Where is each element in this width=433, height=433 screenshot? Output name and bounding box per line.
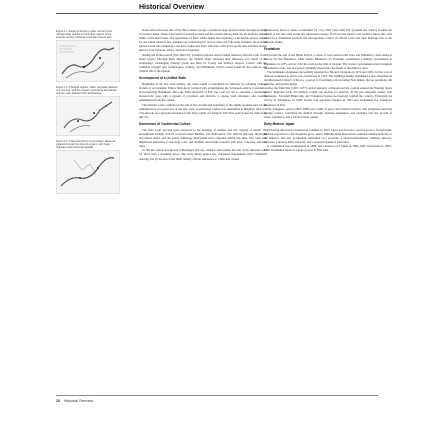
page-number: 10	[56, 399, 60, 403]
header-rule	[56, 13, 378, 14]
figure-caption-3: Figure 1.3. Provinces (kuni) of premodern Japan as organized under the ritsuryō system, with major highways and provincial capitals.	[56, 140, 116, 150]
paragraph: The Nara court devoted great resources to the building of temples and the copying of sutras. The monumental Tōdaiji, with its colossal bronze Buddha, was dedicated in 752. Official histories, the Kojiki and Nihon shoki, and the poetry anthology Man'yōshū were compiled during this time. The court also dispatched embassies to the Tang court, and students and monks returned with texts, artworks, and new ideas.	[139, 127, 267, 149]
paragraph: Beginning in the late sixth century, the court sought to strengthen its authority by adopting Chinese models of government. Prince Shōtoku is credited with promulgating the Seventeen-Article Constitution and promoting Buddhism. After the Taika Reforms of 645, the court set out to establish a centralized bureaucratic state with a system of provinces and districts, a census, land allotment, and taxation administered from the capital.	[139, 82, 267, 103]
paragraph: (present-day Kyoto), where it remained for over 1000 years until Edo (present-day Tokyo) became the capital of the new state in the late nineteenth century. From the late ninth to the twelfth century the court aristocracy dominated political life through their control of official posts and their marriage ties to the imperial family.	[264, 28, 392, 45]
paragraph: Following the arrival of American warships in 1853, Japan was forced to open its ports to foreign trade. Internal opposition to the shogunate grew, and in 1868 the Meiji Restoration returned nominal authority to the emperor. The new government embarked on a program of rapid modernization, building railways, factories, a modern army and navy, and a national system of education.	[264, 127, 392, 145]
page-title: Historical Overview	[139, 4, 204, 11]
text-column-1	[139, 28, 267, 161]
map-figure-2	[56, 96, 120, 136]
paragraph: The Kamakura shogunate successfully repelled two Mongol invasions in 1274 and 1281, but the cost of defense weakened it, and it was overthrown in 1333. The Ashikaga family established a new shogunate in the Muromachi district of Kyoto, a period of flourishing arts including Noh drama, the tea ceremony, ink painting, and garden design.	[264, 69, 392, 87]
figure-3	[56, 150, 120, 194]
running-title: Historical Overview	[64, 399, 94, 403]
section-heading: Early Modern Japan	[264, 121, 295, 126]
paragraph: Towards the end of the Heian Period, a series of wars between the Taira and Minamoto clans ended in victory for the Minamoto. Their leader, Minamoto no Yoritomo, established a military government in Kamakura in 1185, and in 1192 he received the title of shogun. The warrior government ruled alongside the imperial court, and real power gradually passed into the hands of the military class.	[264, 53, 392, 70]
figure-caption-1: Figure 1.1. Extent of territory under control of the Yamato state and the surrounding regions in the seventh century, showing provincial centers and	[56, 30, 112, 40]
section-heading: Development of a Unified State	[139, 76, 186, 81]
text-column-2	[264, 28, 392, 152]
section-heading: Feudalism	[264, 47, 280, 52]
paragraph: The ritsuryō codes compiled at the end of the seventh and beginning of the eighth centuries laid out the administrative and penal law of the new state. A permanent capital was established at Heijōkyō (Nara) in 710, laid out on a grid plan modeled on the Tang capital of Chang'an. The Nara period takes its name from this city.	[139, 102, 267, 119]
paragraph: After the Ōnin War (1467–1477) central authority collapsed and the country entered the Warring States period. Regional lords, the daimyō, fought one another for territory. In the late sixteenth century Oda Nobunaga, Toyotomi Hideyoshi, and Tokugawa Ieyasu successively unified the country. Following his victory at Sekigahara in 1600, Ieyasu was appointed shogun in 1603 and established the Tokugawa shogunate in Edo.	[264, 86, 392, 107]
paragraph: The Tokugawa period (1603–1868) was a time of peace and relative isolation. The shogunate restricted foreign contact, controlled the daimyō through alternate attendance, and presided over the growth of cities, commerce, and a vibrant urban culture.	[264, 106, 392, 119]
figure-caption-2: Figure 1.2. Principal regions, cities, and sites referred to in the text, with the modern prefectural boundaries and the main islands of the archipelago.	[56, 86, 118, 96]
paragraph: During the Kofun period (250–600 CE), powerful regional elites formed alliances with the court in the Kinai region. Through these alliances, the Yamato kings extended their influence over much of the archipelago, exchanging prestige goods and titles for loyalty and military support. Contact with the continent brought new technologies, writing, and Buddhism, which would transform the political and cultural life of the islands.	[139, 52, 267, 73]
figure-1	[56, 40, 120, 82]
section-heading: Dominance of Continental Culture	[139, 121, 191, 126]
figure-2	[56, 96, 120, 136]
paragraph: In 794 the capital was moved to Heiankyō (Kyoto), which would remain the seat of the imperial court for more than a thousand years. The early Heian period saw continued engagement with continental learning, but by the end of the ninth century official embassies to China had ceased.	[139, 148, 267, 161]
map-figure-1	[56, 40, 120, 82]
map-figure-3	[56, 150, 120, 194]
paragraph: A constitution was promulgated in 1889, and victories over China in 1894–1895 and Russia in 1904–1905 established Japan as a major power in East Asia.	[264, 144, 392, 153]
footer-rule	[56, 395, 378, 396]
paragraph: Some time before the end of the third century people constructed large mound tombs throughout much of western Japan. These were built for powerful rulers and the earliest among them are the keyhole-shaped tombs of the Nara basin. The appearance of these tombs marks the beginning of the Kofun period, named for the burial mounds that dominate its archaeological record. Over the following centuries the mounds spread across the archipelago and grew larger and more elaborate, with grave goods that included bronze mirrors, iron weapons, armor, and horse trappings.	[139, 28, 267, 53]
